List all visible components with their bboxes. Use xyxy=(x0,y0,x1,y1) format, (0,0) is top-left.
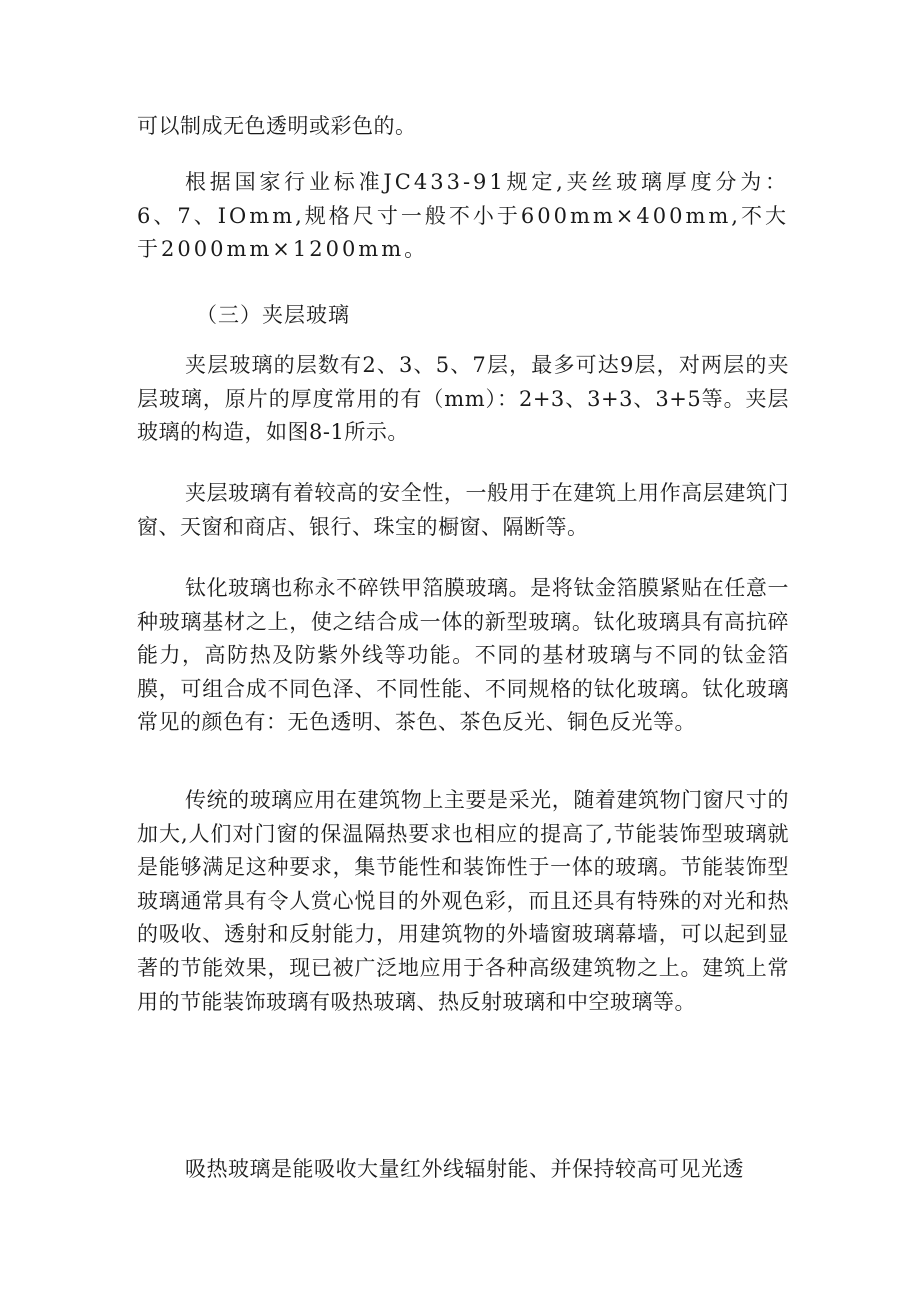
paragraph-wired-glass-standard: 根据国家行业标准JC433-91规定,夹丝玻璃厚度分为：6、7、IOmm,规格尺寸一般不小于600mm×400mm,不大于2000mm×1200mm。 xyxy=(137,170,789,262)
paragraph-titanium-glass: 钛化玻璃也称永不碎铁甲箔膜玻璃。是将钛金箔膜紧贴在任意一种玻璃基材之上，使之结合成一体的新型玻璃。钛化玻璃具有高抗碎能力，高防热及防紫外线等功能。不同的基材玻璃与不同的钛金箔膜，可组合成不同色泽、不同性能、不同规格的钛化玻璃。钛化玻璃常见的颜色有：无色透明、茶色、茶色反光、铜色反光等。 xyxy=(137,576,789,735)
paragraph-laminated-glass-layers: 夹层玻璃的层数有2、3、5、7层，最多可达9层，对两层的夹层玻璃，原片的厚度常用的有（mm）：2+3、3+3、3+5等。夹层玻璃的构造，如图8-1所示。 xyxy=(137,353,789,445)
paragraph-energy-saving-glass: 传统的玻璃应用在建筑物上主要是采光，随着建筑物门窗尺寸的加大,人们对门窗的保温隔热要求也相应的提高了,节能装饰型玻璃就是能够满足这种要求，集节能性和装饰性于一体的玻璃。节能装饰型玻璃通常具有令人赏心悦目的外观色彩，而且还具有特殊的对光和热的吸收、透射和反射能力，用建筑物的外墙窗玻璃幕墙，可以起到显著的节能效果，现已被广泛地应用于各种高级建筑物之上。建筑上常用的节能装饰玻璃有吸热玻璃、热反射玻璃和中空玻璃等。 xyxy=(137,788,789,1014)
paragraph-continuation: 可以制成无色透明或彩色的。 xyxy=(137,114,417,138)
section-heading-laminated-glass: （三）夹层玻璃 xyxy=(196,303,350,327)
paragraph-laminated-glass-safety: 夹层玻璃有着较高的安全性，一般用于在建筑上用作高层建筑门窗、天窗和商店、银行、珠宝的橱窗、隔断等。 xyxy=(137,481,789,539)
paragraph-heat-absorbing-glass: 吸热玻璃是能吸收大量红外线辐射能、并保持较高可见光透 xyxy=(185,1157,744,1181)
